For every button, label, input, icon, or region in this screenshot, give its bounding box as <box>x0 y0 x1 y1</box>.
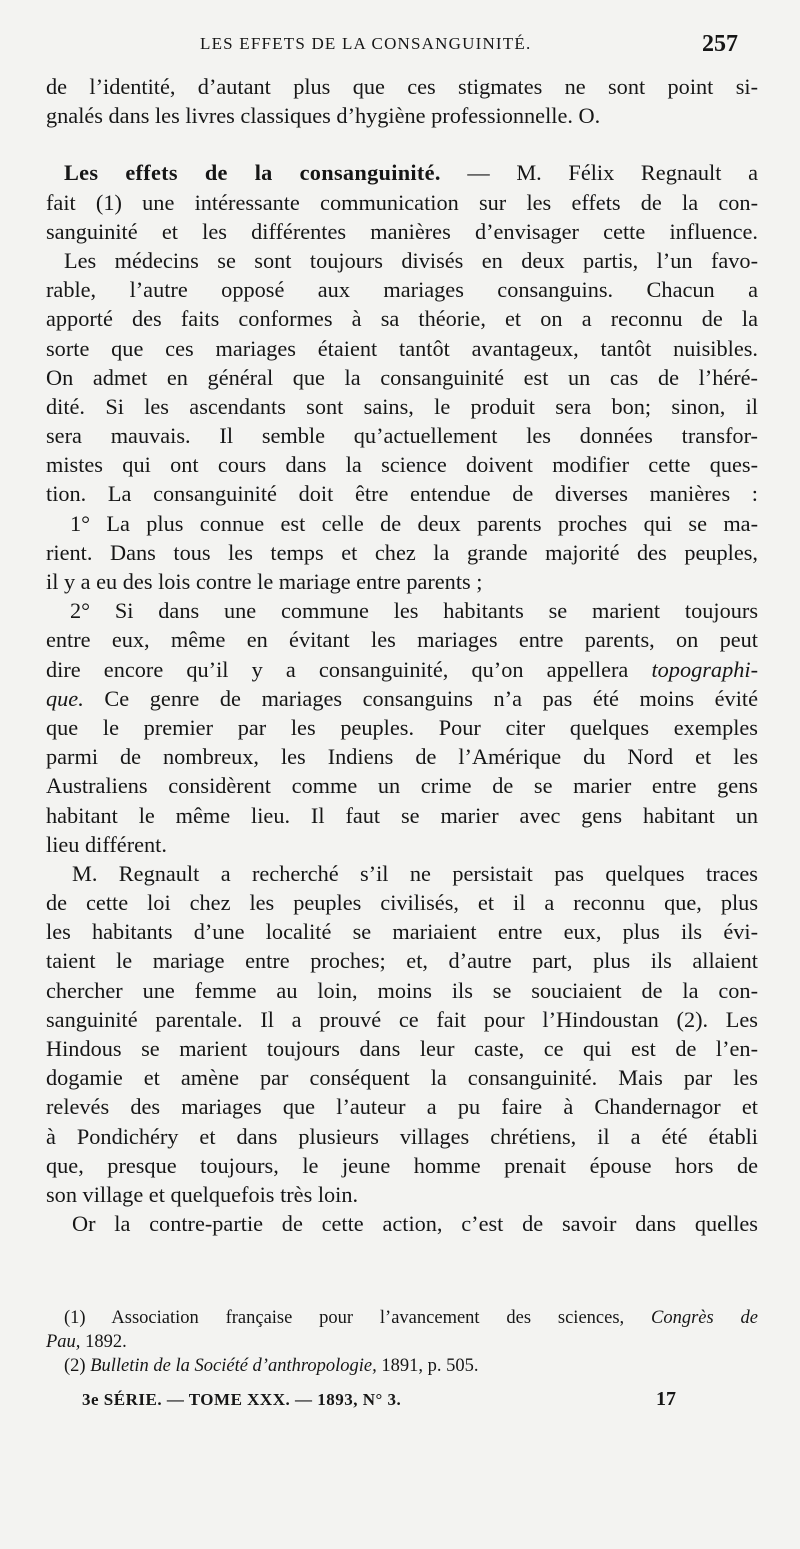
text-line: mistes qui ont cours dans la science doivent modifier cette ques- <box>46 452 758 478</box>
text-line: lieu différent. <box>46 831 167 857</box>
text-run: 1891, p. 505. <box>376 1356 479 1376</box>
text-line <box>46 684 758 713</box>
text-line: apporté des faits conformes à sa théorie, et on a reconnu de la <box>46 306 758 332</box>
printer-signature <box>82 1390 676 1416</box>
text-line: tion. La consanguinité doit être entendue de diverses manières : <box>46 481 758 507</box>
text-line: habitant le même lieu. Il faut se marier avec gens habitant un <box>46 802 758 828</box>
sheet-number: 17 <box>656 1388 676 1410</box>
text-line: à Pondichéry et dans plusieurs villages chrétiens, il a été établi <box>46 1123 758 1149</box>
text-line: parmi de nombreux, les Indiens de l’Amérique du Nord et les <box>46 744 758 770</box>
text-line: rient. Dans tous les temps et chez la grande majorité des peuples, <box>46 539 758 565</box>
text-run: dire encore qu’il y a consanguinité, qu’on appellera <box>46 656 652 682</box>
text-line: il y a eu des lois contre le mariage entre parents ; <box>46 569 483 594</box>
footnotes <box>46 1306 758 1378</box>
text-line: sorte que ces mariages étaient tantôt avantageux, tantôt nuisibles. <box>46 335 758 361</box>
text-line: fait (1) une intéressante communication sur les effets de la con- <box>46 189 758 215</box>
italic-run: Congrès de <box>651 1308 758 1328</box>
page-number: 257 <box>702 31 738 57</box>
text-line: M. Regnault a recherché s’il ne persistait pas quelques traces <box>72 860 758 886</box>
text-run: Ce genre de mariages consanguins n’a pas été moins évité <box>83 685 758 711</box>
text-line: que, presque toujours, le jeune homme prenait épouse hors de <box>46 1152 758 1178</box>
text-line: relevés des mariages que l’auteur a pu faire à Chandernagor et <box>46 1094 758 1120</box>
running-title: LES EFFETS DE LA CONSANGUINITÉ. <box>200 34 532 53</box>
text-line: Australiens considèrent comme un crime de se marier entre gens <box>46 773 758 799</box>
text-line: chercher une femme au loin, moins ils se souciaient de la con- <box>46 977 758 1003</box>
text-run: — M. Félix Regnault a <box>440 160 758 186</box>
text-line: de l’identité, d’autant plus que ces stigmates ne sont point si- <box>46 74 758 99</box>
section-heading: Les effets de la consanguinité. <box>64 160 441 186</box>
text-line: sera mauvais. Il semble qu’actuellement les données transfor- <box>46 423 758 449</box>
text-line: de cette loi chez les peuples civilisés, et il a reconnu que, plus <box>46 890 758 916</box>
text-line: Or la contre-partie de cette action, c’est de savoir dans quelles <box>72 1211 758 1237</box>
text-line: gnalés dans les livres classiques d’hygiène professionnelle. O. <box>46 103 601 129</box>
text-run: 1892. <box>80 1332 127 1352</box>
text-line: On admet en général que la consanguinité est un cas de l’héré- <box>46 364 758 390</box>
series-line: 3e SÉRIE. — TOME XXX. — 1893, N° 3. <box>82 1390 402 1409</box>
footnote-1 <box>46 1306 758 1330</box>
section-first-line <box>46 158 758 187</box>
text-line: Les médecins se sont toujours divisés en deux partis, l’un favo- <box>64 247 758 273</box>
running-header <box>0 31 800 58</box>
article-body <box>46 72 758 1238</box>
text-run: (2) <box>64 1356 91 1376</box>
footnote-1-cont <box>46 1330 758 1354</box>
italic-run: topographi- <box>651 656 758 682</box>
text-line: taient le mariage entre proches; et, d’autre part, plus ils allaient <box>46 948 758 974</box>
text-line: 2° Si dans une commune les habitants se marient toujours <box>70 598 758 624</box>
text-line: son village et quelquefois très loin. <box>46 1181 359 1207</box>
text-line: sanguinité parentale. Il a prouvé ce fait pour l’Hindoustan (2). Les <box>46 1006 758 1032</box>
text-line: sanguinité et les différentes manières d’envisager cette influence. <box>46 218 758 244</box>
italic-run: Bulletin de la Société d’anthropologie, <box>90 1356 377 1376</box>
text-run: (1) Association française pour l’avancement des sciences, <box>64 1308 651 1328</box>
text-line <box>46 655 758 684</box>
italic-run: Pau, <box>46 1332 81 1352</box>
footnote-2 <box>46 1354 758 1378</box>
text-line: Hindous se marient toujours dans leur caste, ce qui est de l’en- <box>46 1036 758 1061</box>
italic-run: que. <box>46 685 84 711</box>
text-line: rable, l’autre opposé aux mariages consanguins. Chacun a <box>46 277 758 303</box>
text-line: que le premier par les peuples. Pour citer quelques exemples <box>46 714 758 740</box>
text-line: dogamie et amène par conséquent la consanguinité. Mais par les <box>46 1065 758 1091</box>
text-line: dité. Si les ascendants sont sains, le produit sera bon; sinon, il <box>46 393 758 419</box>
text-line: entre eux, même en évitant les mariages entre parents, on peut <box>46 627 758 653</box>
text-line: 1° La plus connue est celle de deux parents proches qui se ma- <box>70 510 758 536</box>
text-line: les habitants d’une localité se mariaient entre eux, plus ils évi- <box>46 919 758 945</box>
